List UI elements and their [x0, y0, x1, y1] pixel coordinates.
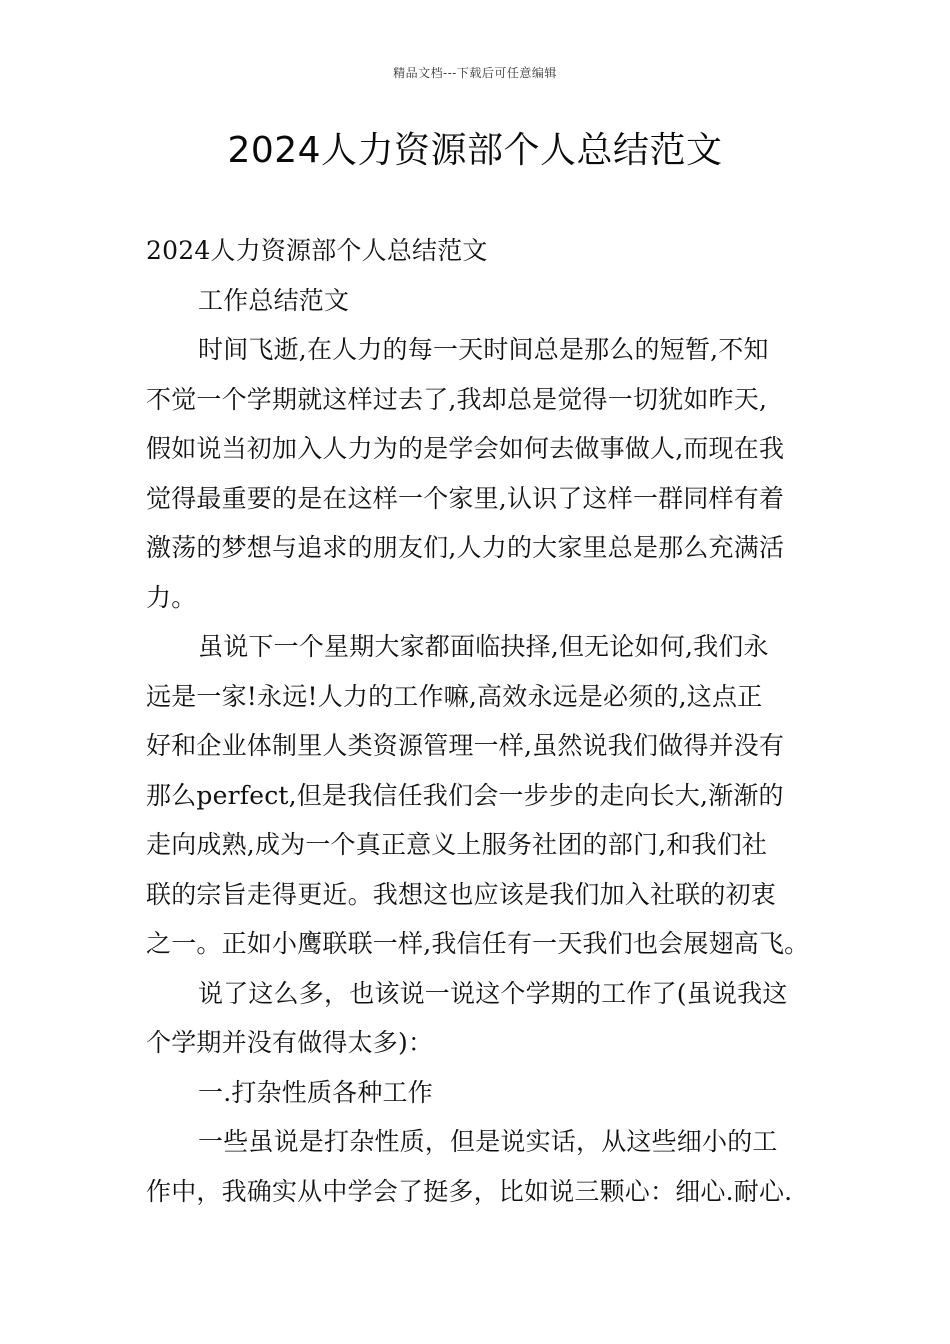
text-line: 一些虽说是打杂性质，但是说实话，从这些细小的工	[198, 1127, 778, 1156]
text-line: 之一。正如小鹰联联一样,我信任有一天我们也会展翅高飞。	[146, 929, 810, 958]
text-line: 走向成熟,成为一个真正意义上服务社团的部门,和我们社	[146, 830, 768, 859]
text-line: 不觉一个学期就这样过去了,我却总是觉得一切犹如昨天,	[146, 384, 768, 414]
text-line: 觉得最重要的是在这样一个家里,认识了这样一群同样有着	[146, 483, 785, 513]
text-line: 工作总结范文	[198, 285, 350, 315]
page-header: 精品文档---下载后可任意编辑	[393, 66, 557, 80]
text-line: 2024人力资源部个人总结范文	[146, 236, 488, 265]
text-line: 作中，我确实从中学会了挺多，比如说三颗心：细心.耐心.	[146, 1176, 793, 1206]
text-line: 说了这么多，也该说一说这个学期的工作了(虽说我这	[198, 978, 788, 1008]
document-title: 2024人力资源部个人总结范文	[227, 130, 723, 171]
text-line: 一.打杂性质各种工作	[198, 1077, 433, 1107]
text-line: 假如说当初加入人力为的是学会如何去做事做人,而现在我	[146, 434, 785, 463]
text-line: 远是一家!永远!人力的工作嘛,高效永远是必须的,这点正	[146, 681, 763, 711]
text-line: 时间飞逝,在人力的每一天时间总是那么的短暂,不知	[198, 335, 769, 364]
text-line: 激荡的梦想与追求的朋友们,人力的大家里总是那么充满活	[146, 533, 785, 562]
text-line: 那么perfect,但是我信任我们会一步步的走向长大,渐渐的	[146, 780, 784, 810]
text-line: 个学期并没有做得太多)：	[146, 1028, 434, 1057]
document-body	[146, 226, 810, 1216]
text-line: 联的宗旨走得更近。我想这也应该是我们加入社联的初衷	[146, 879, 777, 909]
text-line: 力。	[146, 582, 197, 612]
text-line: 好和企业体制里人类资源管理一样,虽然说我们做得并没有	[146, 731, 785, 760]
text-line: 虽说下一个星期大家都面临抉择,但无论如何,我们永	[198, 632, 769, 661]
